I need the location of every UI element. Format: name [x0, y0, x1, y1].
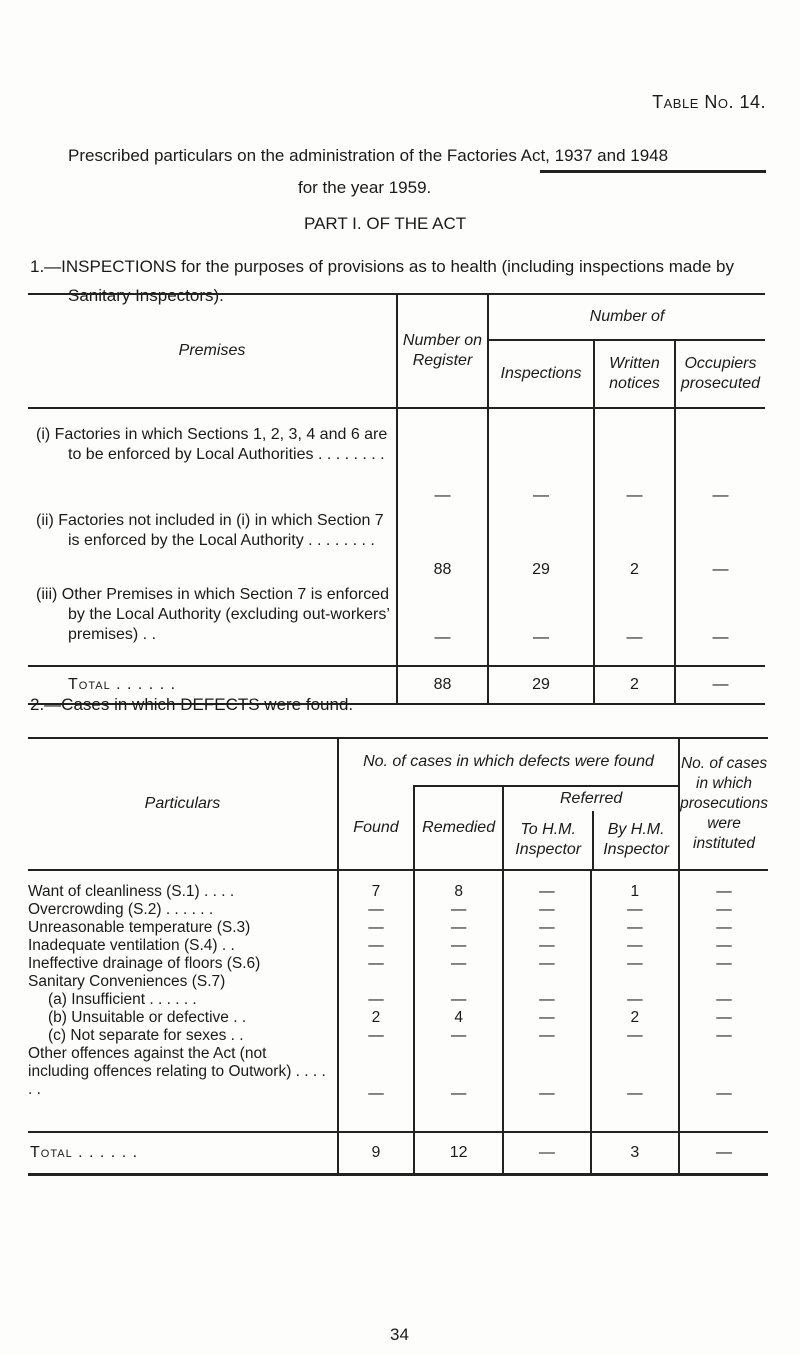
title-underline-rule: [540, 170, 766, 173]
col-prosecuted-header: Occupiers prosecuted: [675, 340, 765, 408]
cell-to-hm: —: [503, 937, 590, 955]
total-label: Total . . . . . .: [28, 666, 397, 704]
row-label: Other offences against the Act (not including offences relating to Outwork) . . . . . .: [28, 1045, 326, 1098]
cell-by-hm: —: [591, 937, 679, 955]
col-to-hm-header: To H.M. Inspector: [515, 821, 582, 858]
table-row: [28, 505, 765, 579]
table-number: Table No. 14.: [652, 92, 766, 112]
section1-heading: 1.—INSPECTIONS for the purposes of provisions as to health (including inspections made by Sanitary Inspectors).: [30, 257, 734, 305]
total-row: [28, 1132, 768, 1175]
col-notices-header: Written notices: [594, 340, 675, 408]
col-premises-header: Premises: [28, 294, 397, 408]
table-row: [28, 937, 768, 955]
cell-prosecuted: —: [675, 408, 765, 505]
row-label: (c) Not separate for sexes . .: [48, 1027, 244, 1044]
cell-found: —: [338, 919, 414, 937]
cell-found: [338, 973, 414, 991]
row-label: Ineffective drainage of floors (S.6): [28, 955, 261, 972]
row-label: Sanitary Conveniences (S.7): [28, 973, 226, 990]
cell-by-hm: [591, 973, 679, 991]
cell-found: —: [338, 1027, 414, 1045]
cell-to-hm: —: [503, 1009, 590, 1027]
defects-table: [28, 737, 768, 1176]
cell-prosecutions: —: [679, 1045, 768, 1103]
row-label: Inadequate ventilation (S.4) . .: [28, 937, 235, 954]
cell-register: 88: [397, 505, 488, 579]
table-row: [28, 991, 768, 1009]
table-row: [28, 1009, 768, 1027]
part-heading: PART I. OF THE ACT: [304, 214, 467, 233]
cell-prosecutions: —: [679, 919, 768, 937]
col-referred-header: Referred: [560, 790, 623, 807]
cell-by-hm: —: [591, 1027, 679, 1045]
cell-to-hm: —: [503, 1045, 590, 1103]
cell-inspections: —: [488, 408, 594, 505]
row-label: (a) Insufficient . . . . . .: [48, 991, 197, 1008]
total-prosecutions: —: [679, 1132, 768, 1175]
col-number-of-header: Number of: [488, 294, 765, 340]
cell-prosecuted: —: [675, 579, 765, 666]
cell-remedied: —: [414, 919, 503, 937]
table-row: [28, 1027, 768, 1045]
col-found-header: Found: [338, 786, 414, 870]
cell-prosecutions: —: [679, 901, 768, 919]
col-by-hm-header: By H.M. Inspector: [592, 811, 678, 869]
table-row: [28, 973, 768, 991]
cell-prosecutions: [679, 973, 768, 991]
total-remedied: 12: [414, 1132, 503, 1175]
total-found: 9: [338, 1132, 414, 1175]
row-label: (i) Factories in which Sections 1, 2, 3, 4 and 6 are to be enforced by Local Authorities . . . . . . . .: [36, 426, 388, 463]
cell-prosecutions: —: [679, 1027, 768, 1045]
cell-to-hm: —: [503, 955, 590, 973]
cell-by-hm: —: [591, 1045, 679, 1103]
total-to-hm: —: [503, 1132, 590, 1175]
col-particulars-header: Particulars: [28, 738, 338, 870]
cell-remedied: —: [414, 937, 503, 955]
cell-prosecuted: —: [675, 505, 765, 579]
inspections-table: [28, 293, 765, 705]
cell-remedied: 8: [414, 883, 503, 901]
cell-by-hm: —: [591, 919, 679, 937]
table-row: [28, 919, 768, 937]
cell-prosecutions: —: [679, 955, 768, 973]
row-label: Overcrowding (S.2) . . . . . .: [28, 901, 214, 918]
cell-remedied: —: [414, 1045, 503, 1103]
total-by-hm: 3: [591, 1132, 679, 1175]
cell-remedied: 4: [414, 1009, 503, 1027]
col-prosecutions-header: No. of cases in which prosecutions were instituted: [679, 738, 768, 870]
cell-remedied: —: [414, 991, 503, 1009]
section2-heading: 2.—Cases in which DEFECTS were found.: [30, 695, 354, 714]
row-label: Want of cleanliness (S.1) . . . .: [28, 883, 235, 900]
cell-register: —: [397, 579, 488, 666]
cell-to-hm: —: [503, 991, 590, 1009]
page-number: 34: [390, 1325, 409, 1344]
row-label: (iii) Other Premises in which Section 7 is enforced by the Local Authority (excluding out-workers’ premises) . .: [36, 586, 390, 643]
total-notices: 2: [594, 666, 675, 704]
cell-inspections: 29: [488, 505, 594, 579]
cell-notices: 2: [594, 505, 675, 579]
cell-prosecutions: —: [679, 883, 768, 901]
cell-by-hm: —: [591, 991, 679, 1009]
cell-prosecutions: —: [679, 1009, 768, 1027]
total-inspections: 29: [488, 666, 594, 704]
table-row: [28, 883, 768, 901]
cell-by-hm: —: [591, 955, 679, 973]
cell-to-hm: [503, 973, 590, 991]
cell-remedied: —: [414, 955, 503, 973]
cell-to-hm: —: [503, 1027, 590, 1045]
col-remedied-header: Remedied: [414, 786, 503, 870]
cell-to-hm: —: [503, 919, 590, 937]
cell-found: —: [338, 991, 414, 1009]
total-label: Total . . . . . .: [28, 1132, 338, 1175]
table-row: [28, 579, 765, 666]
cell-by-hm: 2: [591, 1009, 679, 1027]
cell-notices: —: [594, 408, 675, 505]
col-inspections-header: Inspections: [488, 340, 594, 408]
cell-remedied: [414, 973, 503, 991]
cell-found: —: [338, 901, 414, 919]
cell-found: —: [338, 937, 414, 955]
col-no-of-cases-header: No. of cases in which defects were found: [338, 738, 679, 786]
table-row: [28, 408, 765, 505]
total-register: 88: [397, 666, 488, 704]
cell-notices: —: [594, 579, 675, 666]
cell-found: 7: [338, 883, 414, 901]
cell-to-hm: —: [503, 901, 590, 919]
row-label: (b) Unsuitable or defective . .: [48, 1009, 247, 1026]
table-row: [28, 1045, 768, 1103]
cell-register: —: [397, 408, 488, 505]
table-row: [28, 901, 768, 919]
cell-by-hm: —: [591, 901, 679, 919]
total-prosecuted: —: [675, 666, 765, 704]
cell-remedied: —: [414, 901, 503, 919]
table-row: [28, 955, 768, 973]
row-label: (ii) Factories not included in (i) in which Section 7 is enforced by the Local Authority . . . . . . . .: [36, 512, 384, 549]
cell-remedied: —: [414, 1027, 503, 1045]
cell-found: —: [338, 1045, 414, 1103]
cell-to-hm: —: [503, 883, 590, 901]
cell-inspections: —: [488, 579, 594, 666]
col-register-header: Number on Register: [397, 294, 488, 408]
cell-by-hm: 1: [591, 883, 679, 901]
cell-found: —: [338, 955, 414, 973]
page-subtitle: for the year 1959.: [298, 178, 432, 197]
cell-prosecutions: —: [679, 991, 768, 1009]
cell-found: 2: [338, 1009, 414, 1027]
page-title: Prescribed particulars on the administration of the Factories Act, 1937 and 1948: [68, 146, 669, 165]
cell-prosecutions: —: [679, 937, 768, 955]
row-label: Unreasonable temperature (S.3): [28, 919, 251, 936]
